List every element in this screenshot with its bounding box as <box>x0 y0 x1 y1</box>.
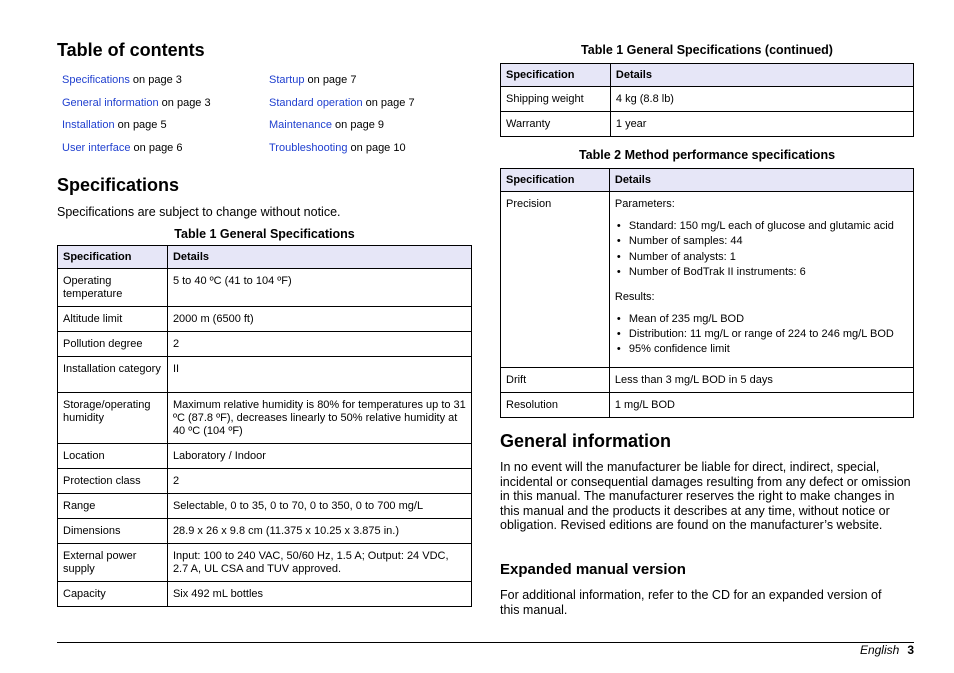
table-row: Location Laboratory / Indoor <box>58 444 472 469</box>
toc-item: Installation on page 5 <box>62 119 167 131</box>
table-row: Storage/operating humidity Maximum relative humidity is 80% for temperatures up to 31 ºC (87.8 ºF), decreases linearly to 50% relative humidity at 40 ºC (104 ºF) <box>58 393 472 444</box>
toc-link-installation[interactable]: Installation <box>62 119 115 131</box>
table-row: Pollution degree 2 <box>58 332 472 357</box>
table-row-precision: Precision Parameters: • Standard: 150 mg/L each of glucose and glutamic acid • Number of samples: 44 • Number of analysts: 1 • Number of BodTrak II instruments: 6 Results: • Mean of 235 mg/L BOD • Distribution: 11 mg/L or range of 224 to 246 mg/L BOD • 95% confidence limit <box>501 192 914 368</box>
page-footer <box>860 643 914 657</box>
column-header-details: Details <box>167 246 471 269</box>
table-row: Resolution 1 mg/L BOD <box>501 392 914 417</box>
list-item: • Number of BodTrak II instruments: 6 <box>615 265 908 280</box>
footer-divider <box>57 642 914 643</box>
list-item: • Mean of 235 mg/L BOD <box>615 312 908 327</box>
specifications-heading: Specifications <box>57 175 180 195</box>
list-item: • Number of analysts: 1 <box>615 250 908 265</box>
table-row: Capacity Six 492 mL bottles <box>58 582 472 607</box>
toc-item: General information on page 3 <box>62 97 211 109</box>
toc-link-user-interface[interactable]: User interface <box>62 142 131 154</box>
table1-caption: Table 1 General Specifications <box>174 227 355 241</box>
page-number: 3 <box>907 643 914 657</box>
list-item: • 95% confidence limit <box>615 342 908 357</box>
general-information-text: In no event will the manufacturer be liable for direct, indirect, special, incidental or consequential damages resulting from any defect or omission in this manual. The manufacturer reserves the right to make changes in this manual and the products it describes at any time, without notice or obligation. Revised editions are found on the manufacturer’s website. <box>500 460 911 533</box>
toc-item: Specifications on page 3 <box>62 74 182 86</box>
general-specifications-table <box>57 245 472 607</box>
table-row: Dimensions 28.9 x 26 x 9.8 cm (11.375 x 10.25 x 3.875 in.) <box>58 519 472 544</box>
toc-link-troubleshooting[interactable]: Troubleshooting <box>269 142 348 154</box>
toc-item: Startup on page 7 <box>269 74 357 86</box>
list-item: • Standard: 150 mg/L each of glucose and glutamic acid <box>615 219 908 234</box>
results-label: Results: <box>614 290 655 303</box>
toc-item: Standard operation on page 7 <box>269 97 415 109</box>
table-row: Drift Less than 3 mg/L BOD in 5 days <box>501 367 914 392</box>
method-performance-table <box>500 168 914 418</box>
general-information-heading: General information <box>500 431 672 451</box>
toc-item: Maintenance on page 9 <box>269 119 384 131</box>
footer-language: English <box>859 643 900 657</box>
column-header-specification: Specification <box>501 169 610 192</box>
list-item: • Distribution: 11 mg/L or range of 224 to 246 mg/L BOD <box>615 327 908 342</box>
column-header-specification: Specification <box>501 64 611 87</box>
column-header-specification: Specification <box>58 246 168 269</box>
expanded-manual-text: For additional information, refer to the CD for an expanded version of this manual. <box>500 588 882 617</box>
column-header-details: Details <box>610 64 913 87</box>
toc-link-maintenance[interactable]: Maintenance <box>269 119 332 131</box>
specifications-intro: Specifications are subject to change without notice. <box>57 205 341 219</box>
results-list <box>615 312 908 358</box>
table1-continued-caption: Table 1 General Specifications (continued) <box>581 43 833 57</box>
toc-item: Troubleshooting on page 10 <box>269 142 406 154</box>
toc-link-general-information[interactable]: General information <box>62 97 159 109</box>
table-row: Operating temperature 5 to 40 ºC (41 to 104 ºF) <box>58 269 472 307</box>
table-row: Shipping weight 4 kg (8.8 lb) <box>501 87 914 112</box>
general-specifications-continued-table <box>500 63 914 137</box>
table-header-row <box>501 169 914 192</box>
toc-title: Table of contents <box>57 40 205 60</box>
toc-link-specifications[interactable]: Specifications <box>62 74 130 86</box>
table-row: Warranty 1 year <box>501 112 914 137</box>
list-item: • Number of samples: 44 <box>615 234 908 249</box>
table-row: Range Selectable, 0 to 35, 0 to 70, 0 to 350, 0 to 700 mg/L <box>58 494 472 519</box>
table-row: External power supply Input: 100 to 240 VAC, 50/60 Hz, 1.5 A; Output: 24 VDC, 2.7 A, UL CSA and TUV approved. <box>58 544 472 582</box>
parameters-list <box>615 219 908 281</box>
expanded-manual-heading: Expanded manual version <box>500 561 686 578</box>
table-header-row <box>501 64 914 87</box>
table-row: Installation category II <box>58 357 472 393</box>
toc-link-startup[interactable]: Startup <box>269 74 305 86</box>
table-row: Protection class 2 <box>58 469 472 494</box>
table-row: Altitude limit 2000 m (6500 ft) <box>58 307 472 332</box>
column-header-details: Details <box>609 169 913 192</box>
toc-item: User interface on page 6 <box>62 142 183 154</box>
table2-caption: Table 2 Method performance specifications <box>578 148 836 162</box>
parameters-label: Parameters: <box>614 198 675 210</box>
toc-link-standard-operation[interactable]: Standard operation <box>269 97 363 109</box>
table-header-row <box>58 246 472 269</box>
